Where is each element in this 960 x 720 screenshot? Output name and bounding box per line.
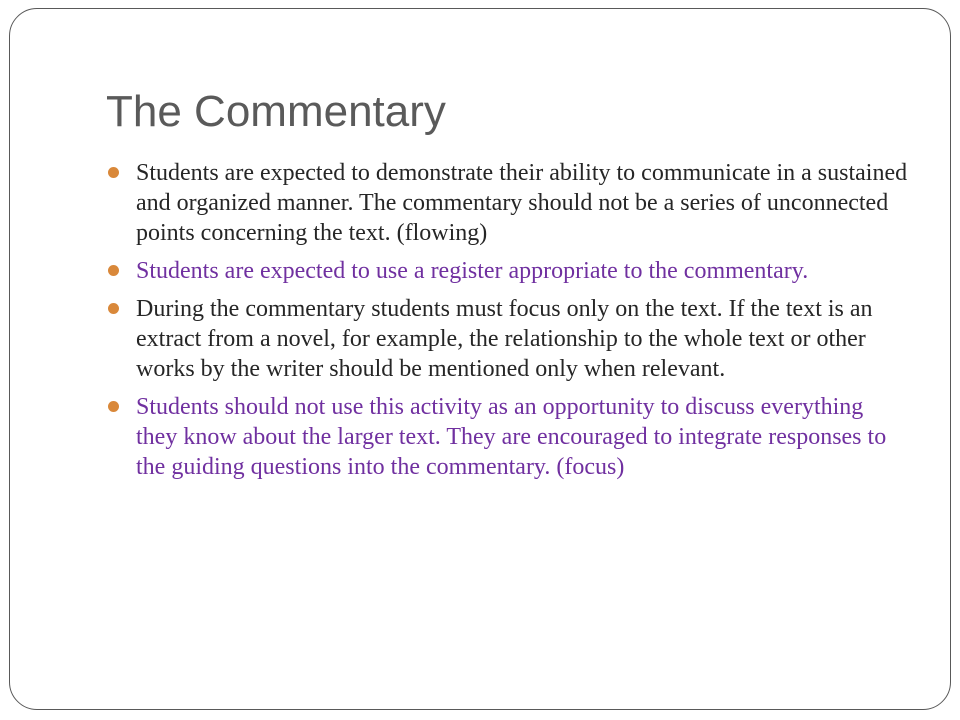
bullet-dot-icon — [108, 401, 119, 412]
bullet-list — [108, 158, 908, 490]
bullet-dot-icon — [108, 303, 119, 314]
slide-title: The Commentary — [106, 87, 446, 136]
bullet-text: During the commentary students must focus only on the text. If the text is an extract from a novel, for example, the relationship to the whole text or other works by the writer should be mentioned only when relevant. — [136, 296, 873, 382]
bullet-text: Students should not use this activity as an opportunity to discuss everything they know about the larger text. They are encouraged to integrate responses to the guiding questions into the commentary. (focus) — [136, 394, 887, 480]
bullet-dot-icon — [108, 265, 119, 276]
bullet-dot-icon — [108, 167, 119, 178]
bullet-text: Students are expected to use a register appropriate to the commentary. — [136, 258, 809, 284]
bullet-item-register — [108, 256, 908, 286]
bullet-text: Students are expected to demonstrate their ability to communicate in a sustained and organized manner. The commentary should not be a series of unconnected points concerning the text. (flowing) — [136, 160, 908, 246]
bullet-item-larger-text — [108, 392, 908, 482]
bullet-item-focus-on-text — [108, 294, 908, 384]
bullet-item-sustained-organized — [108, 158, 908, 248]
